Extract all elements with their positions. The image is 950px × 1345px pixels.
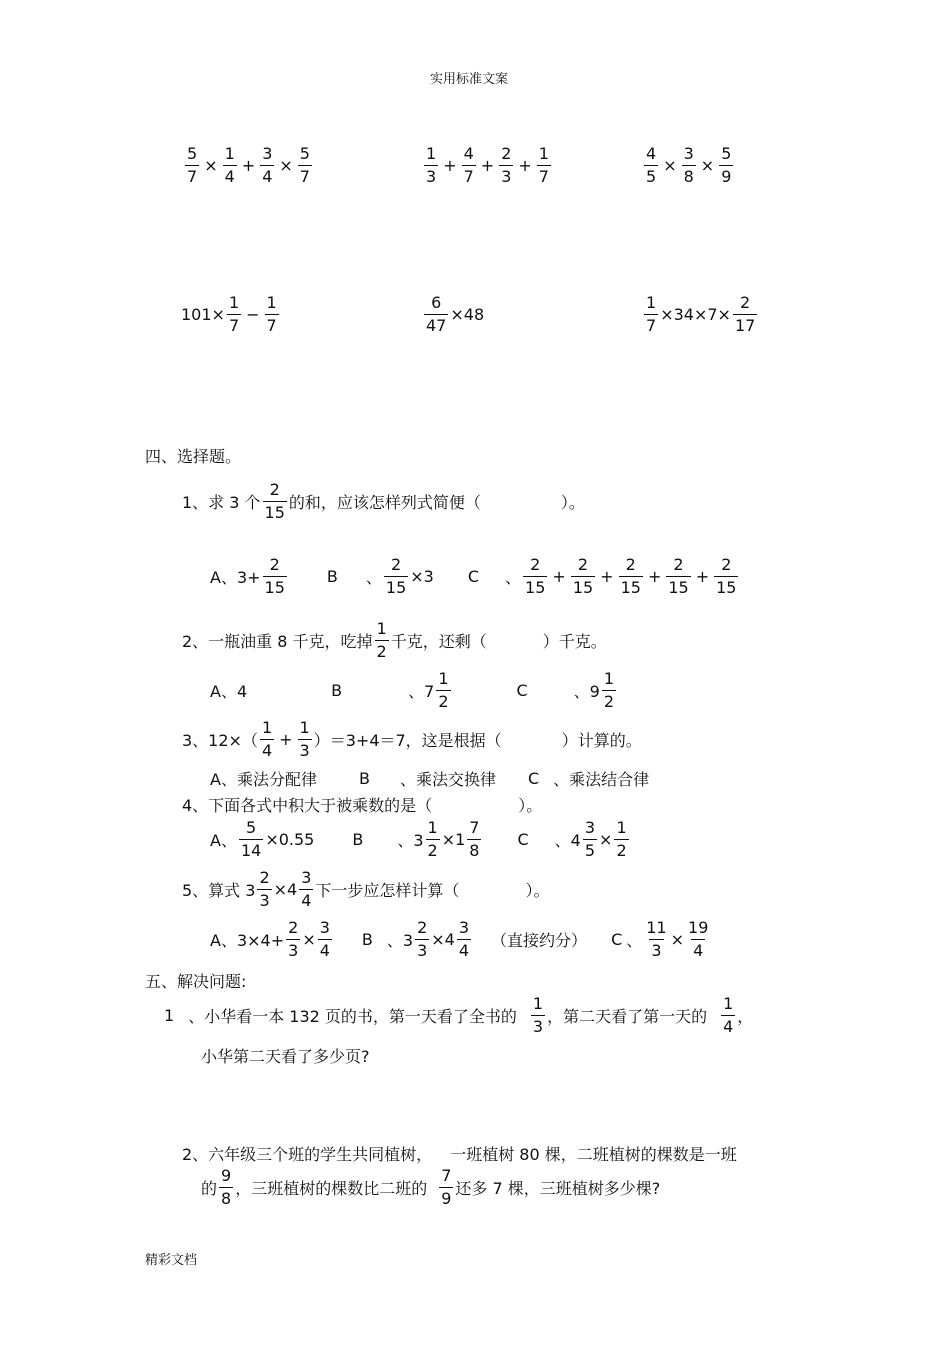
numerator: 1 bbox=[616, 818, 627, 837]
denominator: 17 bbox=[734, 316, 756, 335]
text-segment: 的 bbox=[201, 1179, 218, 1198]
text-segment: 、 bbox=[505, 568, 522, 587]
text-segment: + bbox=[241, 156, 256, 175]
fraction bbox=[318, 920, 332, 959]
text-segment: A、3+ bbox=[210, 568, 261, 587]
problem1-line2: 小华第二天看了多少页? bbox=[201, 1047, 370, 1066]
denominator: 14 bbox=[240, 841, 262, 860]
denominator: 2 bbox=[616, 841, 627, 860]
page-header: 实用标准文案 bbox=[430, 72, 509, 87]
text-segment: 、3 bbox=[386, 931, 414, 950]
q4-options bbox=[210, 820, 631, 859]
denominator: 2 bbox=[376, 642, 387, 661]
denominator: 3 bbox=[426, 167, 437, 186]
numerator: 9 bbox=[221, 1166, 232, 1185]
numerator: 5 bbox=[187, 144, 198, 163]
text-segment: ×48 bbox=[450, 305, 485, 324]
fraction bbox=[714, 557, 738, 596]
text-segment: 、小华看一本 132 页的书，第一天看了全书的 bbox=[188, 1007, 517, 1026]
text-segment: ×4 bbox=[431, 930, 455, 949]
text-segment: 千克，还剩（ bbox=[390, 632, 487, 651]
numerator: 4 bbox=[646, 144, 657, 163]
fraction bbox=[286, 920, 300, 959]
numerator: 1 bbox=[603, 669, 615, 688]
denominator: 7 bbox=[538, 167, 549, 186]
text-segment: 5、算式 3 bbox=[182, 881, 256, 900]
numerator: 2 bbox=[390, 555, 402, 574]
text-segment: + bbox=[443, 156, 457, 175]
denominator: 7 bbox=[228, 316, 240, 335]
text-segment: ）计算的。 bbox=[561, 731, 642, 750]
text-segment: ）＝3+4＝7，这是根据（ bbox=[313, 731, 502, 750]
text-segment: 还多 7 棵，三班植树多少棵? bbox=[455, 1179, 661, 1198]
text-segment: ）。 bbox=[525, 881, 550, 900]
fraction bbox=[499, 146, 513, 185]
numerator: 1 bbox=[228, 293, 240, 312]
numerator: 1 bbox=[427, 818, 438, 837]
fraction bbox=[227, 295, 241, 334]
q1-stem bbox=[182, 482, 585, 521]
text-segment: + bbox=[279, 730, 293, 749]
text-segment: × bbox=[279, 156, 293, 175]
text-segment: C bbox=[516, 681, 528, 700]
text-segment: 、乘法交换律 bbox=[399, 770, 496, 789]
fraction bbox=[185, 146, 199, 185]
denominator: 4 bbox=[723, 1017, 734, 1036]
fraction bbox=[298, 146, 312, 185]
text-segment: B bbox=[331, 681, 343, 700]
denominator: 15 bbox=[620, 578, 641, 597]
q5-stem bbox=[182, 870, 549, 909]
q2-stem bbox=[182, 621, 607, 660]
text-segment: 、9 bbox=[573, 682, 600, 701]
numerator: 7 bbox=[441, 1166, 452, 1185]
text-segment: × bbox=[302, 930, 316, 949]
text-segment: 4、下面各式中积大于被乘数的是（ bbox=[182, 796, 433, 815]
denominator: 9 bbox=[441, 1189, 452, 1208]
text-segment: × bbox=[700, 156, 715, 175]
text-segment: ， bbox=[737, 1007, 754, 1026]
text-segment: 一班植树 80 棵，二班植树的棵数是一班 bbox=[450, 1145, 737, 1164]
denominator: 4 bbox=[458, 941, 470, 960]
numerator: 2 bbox=[259, 868, 270, 887]
denominator: 7 bbox=[646, 316, 657, 335]
numerator: 1 bbox=[426, 144, 437, 163]
numerator: 2 bbox=[721, 555, 732, 574]
text-segment: B bbox=[358, 769, 370, 788]
q3-options bbox=[210, 767, 649, 790]
q4-stem bbox=[182, 793, 542, 816]
numerator: 6 bbox=[431, 293, 442, 312]
denominator: 4 bbox=[262, 167, 273, 186]
text-segment: ）千克。 bbox=[542, 632, 607, 651]
fraction bbox=[415, 920, 429, 959]
text-segment: 、3 bbox=[397, 831, 424, 850]
numerator: 5 bbox=[299, 144, 310, 163]
fraction bbox=[644, 295, 658, 334]
fraction bbox=[219, 1168, 233, 1207]
numerator: 2 bbox=[625, 555, 636, 574]
q3-stem bbox=[182, 720, 642, 759]
text-segment: C bbox=[611, 930, 623, 949]
denominator: 15 bbox=[716, 578, 737, 597]
denominator: 47 bbox=[426, 316, 447, 335]
q2-options bbox=[210, 671, 618, 710]
text-segment: A、 bbox=[210, 831, 237, 850]
fraction bbox=[686, 920, 710, 959]
numerator: 2 bbox=[417, 918, 428, 937]
fraction bbox=[733, 295, 757, 334]
numerator: 3 bbox=[683, 144, 694, 163]
text-segment: 3、12×（ bbox=[182, 731, 258, 750]
fraction bbox=[265, 295, 279, 334]
numerator: 1 bbox=[723, 994, 734, 1013]
page-footer: 精彩文档 bbox=[145, 1253, 198, 1268]
q1-options bbox=[210, 557, 740, 596]
text-segment: ×1 bbox=[441, 830, 466, 849]
q5-options bbox=[210, 920, 712, 959]
denominator: 15 bbox=[668, 578, 689, 597]
numerator: 1 bbox=[376, 619, 387, 638]
text-segment: 、 bbox=[626, 931, 643, 950]
numerator: 1 bbox=[538, 144, 549, 163]
numerator: 2 bbox=[269, 555, 280, 574]
numerator: 4 bbox=[463, 144, 474, 163]
text-segment: 1 bbox=[164, 1006, 175, 1025]
calc-r1c2 bbox=[422, 146, 553, 185]
denominator: 15 bbox=[264, 503, 285, 522]
fraction bbox=[666, 557, 690, 596]
fraction bbox=[298, 720, 312, 759]
text-segment: + bbox=[647, 567, 662, 586]
fraction bbox=[619, 557, 643, 596]
text-segment: ×34×7× bbox=[660, 305, 731, 324]
denominator: 7 bbox=[266, 316, 277, 335]
numerator: 1 bbox=[646, 293, 657, 312]
text-segment: + bbox=[552, 567, 566, 586]
denominator: 3 bbox=[651, 941, 662, 960]
text-segment: B bbox=[326, 567, 338, 586]
text-segment: ，第二天看了第一天的 bbox=[547, 1007, 708, 1026]
text-segment: A、3×4+ bbox=[210, 931, 285, 950]
text-segment: + bbox=[480, 156, 495, 175]
numerator: 1 bbox=[266, 293, 277, 312]
numerator: 2 bbox=[501, 144, 512, 163]
denominator: 4 bbox=[319, 941, 330, 960]
fraction bbox=[457, 920, 471, 959]
fraction bbox=[263, 557, 287, 596]
denominator: 3 bbox=[259, 891, 270, 910]
text-segment: × bbox=[663, 156, 677, 175]
text-segment: 、 bbox=[365, 568, 382, 587]
numerator: 1 bbox=[224, 144, 235, 163]
fraction bbox=[583, 820, 597, 859]
fraction bbox=[426, 820, 440, 859]
fraction bbox=[223, 146, 237, 185]
numerator: 3 bbox=[584, 818, 596, 837]
denominator: 3 bbox=[299, 741, 310, 760]
text-segment: ）。 bbox=[518, 796, 543, 815]
text-segment: 、4 bbox=[554, 831, 581, 850]
text-segment: 下一步应怎样计算（ bbox=[315, 881, 460, 900]
fraction bbox=[571, 557, 595, 596]
fraction bbox=[602, 671, 616, 710]
numerator: 7 bbox=[469, 818, 480, 837]
fraction bbox=[531, 996, 545, 1035]
numerator: 2 bbox=[577, 555, 589, 574]
denominator: 8 bbox=[469, 841, 480, 860]
numerator: 2 bbox=[740, 293, 751, 312]
fraction bbox=[436, 671, 450, 710]
fraction bbox=[424, 146, 438, 185]
text-segment: ×3 bbox=[410, 567, 434, 586]
fraction bbox=[299, 870, 313, 909]
text-segment: + bbox=[518, 156, 532, 175]
denominator: 7 bbox=[187, 167, 198, 186]
numerator: 11 bbox=[646, 918, 667, 937]
text-segment: C bbox=[527, 769, 540, 788]
text-segment: ，三班植树的棵数比二班的 bbox=[235, 1179, 428, 1198]
denominator: 15 bbox=[264, 578, 285, 597]
calc-r1c1 bbox=[183, 146, 314, 185]
text-segment: ）。 bbox=[560, 493, 585, 512]
numerator: 3 bbox=[301, 868, 312, 887]
fraction bbox=[467, 820, 481, 859]
denominator: 3 bbox=[417, 941, 428, 960]
numerator: 1 bbox=[261, 718, 273, 737]
text-segment: 的和，应该怎样列式简便（ bbox=[288, 493, 481, 512]
denominator: 5 bbox=[646, 167, 657, 186]
fraction bbox=[239, 820, 263, 859]
text-segment: + bbox=[600, 567, 614, 586]
fraction bbox=[260, 720, 274, 759]
text-segment: C bbox=[517, 830, 529, 849]
text-segment: 、7 bbox=[408, 682, 435, 701]
text-segment: 1、求 3 个 bbox=[182, 493, 261, 512]
fraction bbox=[439, 1168, 453, 1207]
text-segment: − bbox=[246, 305, 260, 324]
fraction bbox=[384, 557, 408, 596]
numerator: 2 bbox=[269, 480, 280, 499]
numerator: 2 bbox=[673, 555, 684, 574]
fraction bbox=[263, 482, 287, 521]
denominator: 3 bbox=[501, 167, 512, 186]
text-segment: A、4 bbox=[210, 682, 248, 701]
problem2-line2 bbox=[201, 1168, 660, 1207]
section4-title: 四、选择题。 bbox=[145, 447, 242, 466]
numerator: 3 bbox=[262, 144, 273, 163]
denominator: 15 bbox=[525, 578, 546, 597]
fraction bbox=[537, 146, 551, 185]
fraction bbox=[375, 621, 389, 660]
numerator: 19 bbox=[688, 918, 709, 937]
text-segment: ×4 bbox=[273, 880, 298, 899]
text-segment: C bbox=[467, 567, 480, 586]
text-segment: （直接约分） bbox=[491, 931, 588, 950]
denominator: 3 bbox=[532, 1017, 544, 1036]
text-segment: + bbox=[695, 567, 710, 586]
problem2-line1 bbox=[182, 1142, 737, 1165]
text-segment: 2、一瓶油重 8 千克，吃掉 bbox=[182, 632, 373, 651]
text-segment: A、乘法分配律 bbox=[210, 770, 317, 789]
fraction bbox=[257, 870, 271, 909]
numerator: 5 bbox=[246, 818, 257, 837]
denominator: 2 bbox=[438, 692, 449, 711]
text-segment: B bbox=[352, 830, 364, 849]
denominator: 4 bbox=[224, 167, 235, 186]
denominator: 15 bbox=[385, 578, 407, 597]
fraction bbox=[462, 146, 476, 185]
denominator: 2 bbox=[603, 692, 615, 711]
numerator: 1 bbox=[532, 994, 544, 1013]
denominator: 4 bbox=[261, 741, 273, 760]
text-segment: 2、六年级三个班的学生共同植树， bbox=[182, 1145, 433, 1164]
denominator: 4 bbox=[693, 941, 704, 960]
text-segment: × bbox=[599, 830, 613, 849]
numerator: 1 bbox=[299, 718, 310, 737]
section5-title: 五、解决问题: bbox=[145, 972, 247, 991]
denominator: 3 bbox=[288, 941, 299, 960]
fraction bbox=[644, 920, 668, 959]
numerator: 5 bbox=[721, 144, 732, 163]
denominator: 8 bbox=[221, 1189, 232, 1208]
text-segment: 101× bbox=[181, 305, 225, 324]
fraction bbox=[523, 557, 547, 596]
numerator: 2 bbox=[288, 918, 299, 937]
fraction bbox=[614, 820, 628, 859]
text-segment: 、乘法结合律 bbox=[553, 770, 650, 789]
numerator: 2 bbox=[530, 555, 541, 574]
calc-r1c3 bbox=[642, 146, 735, 185]
fraction bbox=[424, 295, 448, 334]
denominator: 2 bbox=[427, 841, 438, 860]
denominator: 9 bbox=[721, 167, 732, 186]
denominator: 15 bbox=[572, 578, 594, 597]
fraction bbox=[260, 146, 274, 185]
fraction bbox=[721, 996, 735, 1035]
text-segment: ×0.55 bbox=[265, 830, 315, 849]
denominator: 7 bbox=[463, 167, 474, 186]
fraction bbox=[719, 146, 733, 185]
fraction bbox=[682, 146, 696, 185]
calc-r2c1 bbox=[181, 295, 281, 334]
fraction bbox=[644, 146, 658, 185]
denominator: 4 bbox=[301, 891, 312, 910]
denominator: 8 bbox=[683, 167, 694, 186]
numerator: 1 bbox=[438, 669, 449, 688]
text-segment: × bbox=[670, 930, 685, 949]
denominator: 7 bbox=[299, 167, 310, 186]
denominator: 5 bbox=[584, 841, 596, 860]
text-segment: × bbox=[204, 156, 218, 175]
text-segment: B bbox=[361, 930, 373, 949]
calc-r2c2 bbox=[422, 295, 484, 334]
problem1-line1 bbox=[164, 996, 753, 1035]
numerator: 3 bbox=[458, 918, 470, 937]
calc-r2c3 bbox=[642, 295, 759, 334]
numerator: 3 bbox=[319, 918, 330, 937]
